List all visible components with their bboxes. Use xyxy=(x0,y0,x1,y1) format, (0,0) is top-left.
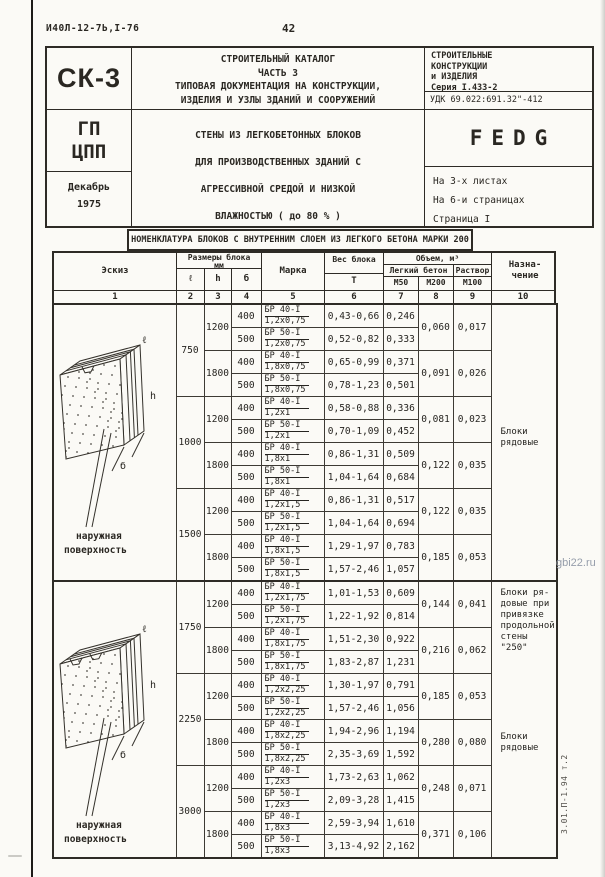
cell-volume-m50: 1,057 xyxy=(383,558,418,582)
purpose-cell xyxy=(491,304,557,581)
watermark: gbi22.ru xyxy=(556,557,596,569)
mark-size: 1,8х0,75 xyxy=(264,384,306,395)
cell-volume-m200: 0,081 xyxy=(418,397,453,443)
dim-label-thickness: б xyxy=(120,750,127,761)
cell-volume-m50: 0,509 xyxy=(383,443,418,466)
surface-label: наружная xyxy=(76,820,122,831)
col-header-m100: М100 xyxy=(454,277,492,290)
cell-volume-m200: 0,371 xyxy=(418,812,453,859)
cell-thickness: 400 xyxy=(231,443,261,466)
cell-thickness: 400 xyxy=(231,812,261,835)
cell-length: 1500 xyxy=(176,489,204,582)
cell-thickness: 400 xyxy=(231,628,261,651)
mark-series: БР 50-I xyxy=(265,375,310,386)
mark-size: 1,2х0,75 xyxy=(264,315,306,326)
cell-volume-m100: 0,017 xyxy=(453,304,491,351)
mark-size: 1,8х1,5 xyxy=(264,545,301,556)
cell-thickness: 400 xyxy=(231,581,261,605)
cell-volume-m200: 0,185 xyxy=(418,674,453,720)
cell-mark xyxy=(261,720,324,743)
cell-volume-m50: 0,922 xyxy=(383,628,418,651)
cell-thickness: 500 xyxy=(231,789,261,812)
cell-volume-m50: 0,371 xyxy=(383,351,418,374)
cell-thickness: 400 xyxy=(231,720,261,743)
cell-height: 1200 xyxy=(204,397,231,443)
dim-label-length: ℓ xyxy=(142,624,147,635)
cell-thickness: 500 xyxy=(231,328,261,351)
mark-size: 1,2х1,75 xyxy=(264,615,306,626)
cell-weight: 1,83-2,87 xyxy=(324,651,383,674)
cell-volume-m50: 1,062 xyxy=(383,766,418,789)
cell-thickness: 400 xyxy=(231,304,261,328)
mark-series: БР 40-I xyxy=(265,675,310,686)
cell-thickness: 400 xyxy=(231,674,261,697)
series-block: СТРОИТЕЛЬНЫЕ КОНСТРУКЦИИ и ИЗДЕЛИЯ Серия I.433-2 xyxy=(425,48,592,92)
mark-series: БР 50-I xyxy=(265,652,310,663)
cell-weight: 2,35-3,69 xyxy=(324,743,383,766)
weight-label: Вес блока xyxy=(332,255,376,264)
cell-volume-m100: 0,071 xyxy=(453,766,491,812)
mark-size: 1,8х2,25 xyxy=(264,753,306,764)
col-header-sketch: Эскиз xyxy=(54,253,177,290)
column-number: 7 xyxy=(384,291,419,304)
cell-volume-m50: 1,610 xyxy=(383,812,418,835)
cell-thickness: 400 xyxy=(231,489,261,512)
cell-weight: 0,70-1,09 xyxy=(324,420,383,443)
table-header xyxy=(52,251,556,303)
cell-volume-m200: 0,185 xyxy=(418,535,453,582)
mark-size: 1,8х1,75 xyxy=(264,661,306,672)
cell-length: 1000 xyxy=(176,397,204,489)
cell-height: 1200 xyxy=(204,766,231,812)
column-numbers-row xyxy=(54,290,554,304)
page-number: 42 xyxy=(282,22,296,35)
dim-label-length: ℓ xyxy=(142,335,147,346)
mark-size: 1,2х0,75 xyxy=(264,338,306,349)
mark-series: БР 50-I xyxy=(265,421,310,432)
cell-volume-m50: 0,336 xyxy=(383,397,418,420)
publisher-code: ГП ЦПП xyxy=(47,110,132,172)
cell-weight: 1,29-1,97 xyxy=(324,535,383,558)
mark-series: БР 50-I xyxy=(265,790,310,801)
cell-mark xyxy=(261,789,324,812)
mark-series: БР 40-I xyxy=(265,490,310,501)
mark-series: БР 40-I xyxy=(265,583,310,594)
cell-thickness: 500 xyxy=(231,835,261,859)
cell-volume-m50: 1,415 xyxy=(383,789,418,812)
mark-series: БР 40-I xyxy=(265,721,310,732)
cell-length: 1750 xyxy=(176,581,204,674)
cell-weight: 0,86-1,31 xyxy=(324,489,383,512)
col-header-weight xyxy=(325,253,384,274)
cell-length: 3000 xyxy=(176,766,204,859)
col-header-mortar: Раствор xyxy=(454,265,492,277)
mark-size: 1,2х1,5 xyxy=(264,499,301,510)
mark-series: БР 50-I xyxy=(265,698,310,709)
cell-volume-m50: 0,517 xyxy=(383,489,418,512)
mark-size: 1,8х3 xyxy=(264,845,291,856)
col-header-height: h xyxy=(205,269,232,290)
mark-series: БР 50-I xyxy=(265,467,310,478)
title-block xyxy=(45,46,594,228)
surface-label: наружная xyxy=(76,531,122,542)
cell-length: 2250 xyxy=(176,674,204,766)
cell-weight: 1,22-1,92 xyxy=(324,605,383,628)
cell-volume-m50: 0,609 xyxy=(383,581,418,605)
dim-label-height: h xyxy=(150,680,157,691)
cell-volume-m50: 0,783 xyxy=(383,535,418,558)
dim-label-thickness: б xyxy=(120,461,127,472)
cell-weight: 0,52-0,82 xyxy=(324,328,383,351)
block-sketch xyxy=(54,331,176,563)
subject-title: СТЕНЫ ИЗ ЛЕГКОБЕТОННЫХ БЛОКОВ ДЛЯ ПРОИЗВОДСТВЕННЫХ ЗДАНИЙ С АГРЕССИВНОЙ СРЕДОЙ И НИЗКОЙ ВЛАЖНОСТЬЮ ( до 80 % ) xyxy=(132,110,425,226)
mark-series: БР 40-I xyxy=(265,813,310,824)
cell-volume-m100: 0,106 xyxy=(453,812,491,859)
cell-volume-m50: 0,501 xyxy=(383,374,418,397)
mark-series: БР 40-I xyxy=(265,629,310,640)
cell-volume-m200: 0,216 xyxy=(418,628,453,674)
mark-size: 1,2х3 xyxy=(264,776,291,787)
cell-mark xyxy=(261,651,324,674)
cell-weight: 1,01-1,53 xyxy=(324,581,383,605)
scan-smudge xyxy=(8,855,22,857)
table-row xyxy=(53,304,557,328)
mark-series: БР 40-I xyxy=(265,352,310,363)
mark-size: 1,2х1 xyxy=(264,407,291,418)
nomenclature-table xyxy=(52,303,558,859)
mark-series: БР 50-I xyxy=(265,513,310,524)
column-number: 2 xyxy=(177,291,205,304)
column-number: 1 xyxy=(54,291,177,304)
column-number: 8 xyxy=(419,291,454,304)
cell-volume-m100: 0,080 xyxy=(453,720,491,766)
cell-weight: 1,94-2,96 xyxy=(324,720,383,743)
cell-weight: 1,04-1,64 xyxy=(324,512,383,535)
cell-height: 1800 xyxy=(204,812,231,859)
cell-thickness: 400 xyxy=(231,535,261,558)
cell-mark xyxy=(261,743,324,766)
surface-label: поверхность xyxy=(64,545,127,556)
dims-unit: мм xyxy=(214,261,224,269)
mark-size: 1,2х2,25 xyxy=(264,684,306,695)
cell-height: 1800 xyxy=(204,443,231,489)
mark-size: 1,2х1 xyxy=(264,430,291,441)
col-header-m50: М50 xyxy=(384,277,419,290)
cell-volume-m50: 0,246 xyxy=(383,304,418,328)
cell-volume-m50: 1,194 xyxy=(383,720,418,743)
cell-height: 1800 xyxy=(204,351,231,397)
cell-volume-m50: 1,056 xyxy=(383,697,418,720)
col-header-length: ℓ xyxy=(177,269,205,290)
cell-volume-m100: 0,035 xyxy=(453,489,491,535)
cell-volume-m100: 0,041 xyxy=(453,581,491,628)
cell-length: 750 xyxy=(176,304,204,397)
col-header-light-concrete: Легкий бетон xyxy=(384,265,454,277)
cell-thickness: 500 xyxy=(231,374,261,397)
mark-size: 1,8х2,25 xyxy=(264,730,306,741)
cell-mark xyxy=(261,812,324,835)
cell-weight: 2,09-3,28 xyxy=(324,789,383,812)
cell-mark xyxy=(261,558,324,582)
column-number: 9 xyxy=(454,291,492,304)
mark-series: БР 40-I xyxy=(265,767,310,778)
col-header-mark: Марка xyxy=(262,253,325,290)
cell-volume-m50: 0,694 xyxy=(383,512,418,535)
cell-mark xyxy=(261,605,324,628)
col-header-weight-unit: Т xyxy=(325,274,384,290)
cell-height: 1200 xyxy=(204,581,231,628)
col-header-dimensions xyxy=(177,253,262,269)
cell-thickness: 400 xyxy=(231,351,261,374)
mark-series: БР 50-I xyxy=(265,836,310,847)
cell-volume-m200: 0,144 xyxy=(418,581,453,628)
cell-mark xyxy=(261,420,324,443)
cell-mark xyxy=(261,397,324,420)
cell-height: 1800 xyxy=(204,628,231,674)
cell-volume-m50: 0,684 xyxy=(383,466,418,489)
cell-mark xyxy=(261,628,324,651)
cell-thickness: 400 xyxy=(231,397,261,420)
cell-height: 1800 xyxy=(204,720,231,766)
mark-size: 1,2х3 xyxy=(264,799,291,810)
cell-weight: 0,58-0,88 xyxy=(324,397,383,420)
mark-series: БР 40-I xyxy=(265,306,310,317)
dims-label: Размеры блока xyxy=(187,253,251,262)
sketch-cell xyxy=(53,581,176,858)
cell-mark xyxy=(261,328,324,351)
purpose-text: Блоки ря- довые при привязке продольной стены "250" xyxy=(500,588,555,653)
cell-weight: 1,57-2,46 xyxy=(324,558,383,582)
cell-volume-m50: 0,814 xyxy=(383,605,418,628)
mark-size: 1,8х1 xyxy=(264,476,291,487)
cell-mark xyxy=(261,674,324,697)
mark-series: БР 50-I xyxy=(265,329,310,340)
cell-thickness: 500 xyxy=(231,605,261,628)
cell-weight: 2,59-3,94 xyxy=(324,812,383,835)
cell-mark xyxy=(261,443,324,466)
cell-thickness: 500 xyxy=(231,558,261,582)
cell-volume-m50: 0,791 xyxy=(383,674,418,697)
cell-volume-m100: 0,023 xyxy=(453,397,491,443)
mark-size: 1,2х1,75 xyxy=(264,592,306,603)
column-number: 3 xyxy=(205,291,232,304)
cell-mark xyxy=(261,466,324,489)
cell-volume-m50: 1,592 xyxy=(383,743,418,766)
cell-mark xyxy=(261,304,324,328)
cell-thickness: 500 xyxy=(231,512,261,535)
mark-size: 1,8х3 xyxy=(264,822,291,833)
catalog-code: СК-3 xyxy=(47,48,132,110)
mark-series: БР 40-I xyxy=(265,398,310,409)
cell-volume-m50: 2,162 xyxy=(383,835,418,859)
cell-volume-m200: 0,091 xyxy=(418,351,453,397)
mark-size: 1,8х1,5 xyxy=(264,568,301,579)
purpose-cell xyxy=(491,581,557,858)
column-number: 4 xyxy=(232,291,262,304)
mark-series: БР 50-I xyxy=(265,559,310,570)
dim-label-height: h xyxy=(150,391,157,402)
mark-size: 1,8х0,75 xyxy=(264,361,306,372)
purpose-text: Блоки рядовые xyxy=(500,732,539,753)
cell-volume-m100: 0,053 xyxy=(453,674,491,720)
col-header-purpose: Назна- чение xyxy=(508,260,542,281)
cell-mark xyxy=(261,835,324,859)
mark-size: 1,2х2,25 xyxy=(264,707,306,718)
mark-size: 1,8х1,75 xyxy=(264,638,306,649)
scan-edge-shade xyxy=(600,0,605,877)
cell-volume-m200: 0,122 xyxy=(418,489,453,535)
cell-volume-m100: 0,053 xyxy=(453,535,491,582)
cell-mark xyxy=(261,697,324,720)
cell-thickness: 500 xyxy=(231,697,261,720)
cell-volume-m200: 0,122 xyxy=(418,443,453,489)
sketch-wrapper xyxy=(54,620,176,852)
cell-volume-m200: 0,280 xyxy=(418,720,453,766)
surface-label: поверхность xyxy=(64,834,127,845)
cell-volume-m50: 0,452 xyxy=(383,420,418,443)
mark-size: 1,2х1,5 xyxy=(264,522,301,533)
mark-series: БР 50-I xyxy=(265,744,310,755)
col-header-volume: Объем, м³ xyxy=(384,253,492,265)
purpose-text: Блоки рядовые xyxy=(500,427,539,448)
column-number: 6 xyxy=(325,291,384,304)
udk-number: УДК 69.022:691.32"-412 xyxy=(425,92,592,110)
cell-thickness: 500 xyxy=(231,466,261,489)
cell-volume-m100: 0,035 xyxy=(453,443,491,489)
cell-height: 1200 xyxy=(204,304,231,351)
sketch-wrapper xyxy=(54,331,176,563)
cell-height: 1800 xyxy=(204,535,231,582)
binding-edge-line xyxy=(31,0,33,877)
catalog-description: СТРОИТЕЛЬНЫЙ КАТАЛОГ ЧАСТЬ 3 ТИПОВАЯ ДОКУМЕНТАЦИЯ НА КОНСТРУКЦИИ, ИЗДЕЛИЯ И УЗЛЫ ЗДАНИЙ И СООРУЖЕНИЙ xyxy=(132,48,425,110)
sketch-cell xyxy=(53,304,176,581)
cell-weight: 0,86-1,31 xyxy=(324,443,383,466)
col-header-m200: М200 xyxy=(419,277,454,290)
mark-size: 1,8х1 xyxy=(264,453,291,464)
cell-weight: 1,57-2,46 xyxy=(324,697,383,720)
table-row xyxy=(53,581,557,605)
cell-mark xyxy=(261,512,324,535)
cell-weight: 0,65-0,99 xyxy=(324,351,383,374)
cell-thickness: 500 xyxy=(231,651,261,674)
cell-mark xyxy=(261,351,324,374)
cell-thickness: 400 xyxy=(231,766,261,789)
cell-volume-m200: 0,248 xyxy=(418,766,453,812)
col-header-thickness: б xyxy=(232,269,262,290)
mark-series: БР 40-I xyxy=(265,444,310,455)
table-title: НОМЕНКЛАТУРА БЛОКОВ С ВНУТРЕННИМ СЛОЕМ ИЗ ЛЕГКОГО БЕТОНА МАРКИ 200 xyxy=(127,229,473,251)
mark-series: БР 50-I xyxy=(265,606,310,617)
cell-volume-m50: 0,333 xyxy=(383,328,418,351)
cell-mark xyxy=(261,489,324,512)
mark-series: БР 40-I xyxy=(265,536,310,547)
cell-volume-m100: 0,026 xyxy=(453,351,491,397)
issue-date: Декабрь 1975 xyxy=(47,172,132,226)
sheet-info: На 3-х листах На 6-и страницах Страница I xyxy=(433,176,525,225)
cell-mark xyxy=(261,374,324,397)
cell-weight: 1,04-1,64 xyxy=(324,466,383,489)
doc-number: И40Л-12-7Ь,I-76 xyxy=(46,23,140,34)
cell-height: 1200 xyxy=(204,674,231,720)
classification-code: FEDG xyxy=(425,110,592,167)
cell-weight: 0,78-1,23 xyxy=(324,374,383,397)
cell-thickness: 500 xyxy=(231,743,261,766)
cell-volume-m50: 1,231 xyxy=(383,651,418,674)
cell-mark xyxy=(261,766,324,789)
cell-mark xyxy=(261,581,324,605)
cell-weight: 0,43-0,66 xyxy=(324,304,383,328)
cell-weight: 1,51-2,30 xyxy=(324,628,383,651)
block-sketch xyxy=(54,620,176,852)
cell-thickness: 500 xyxy=(231,420,261,443)
cell-mark xyxy=(261,535,324,558)
cell-weight: 1,73-2,63 xyxy=(324,766,383,789)
column-number: 5 xyxy=(262,291,325,304)
cell-volume-m200: 0,060 xyxy=(418,304,453,351)
column-number: 10 xyxy=(517,292,529,302)
cell-volume-m100: 0,062 xyxy=(453,628,491,674)
side-code: 3.01.П-1.94 т.2 xyxy=(560,754,569,834)
cell-height: 1200 xyxy=(204,489,231,535)
cell-weight: 3,13-4,92 xyxy=(324,835,383,859)
cell-weight: 1,30-1,97 xyxy=(324,674,383,697)
